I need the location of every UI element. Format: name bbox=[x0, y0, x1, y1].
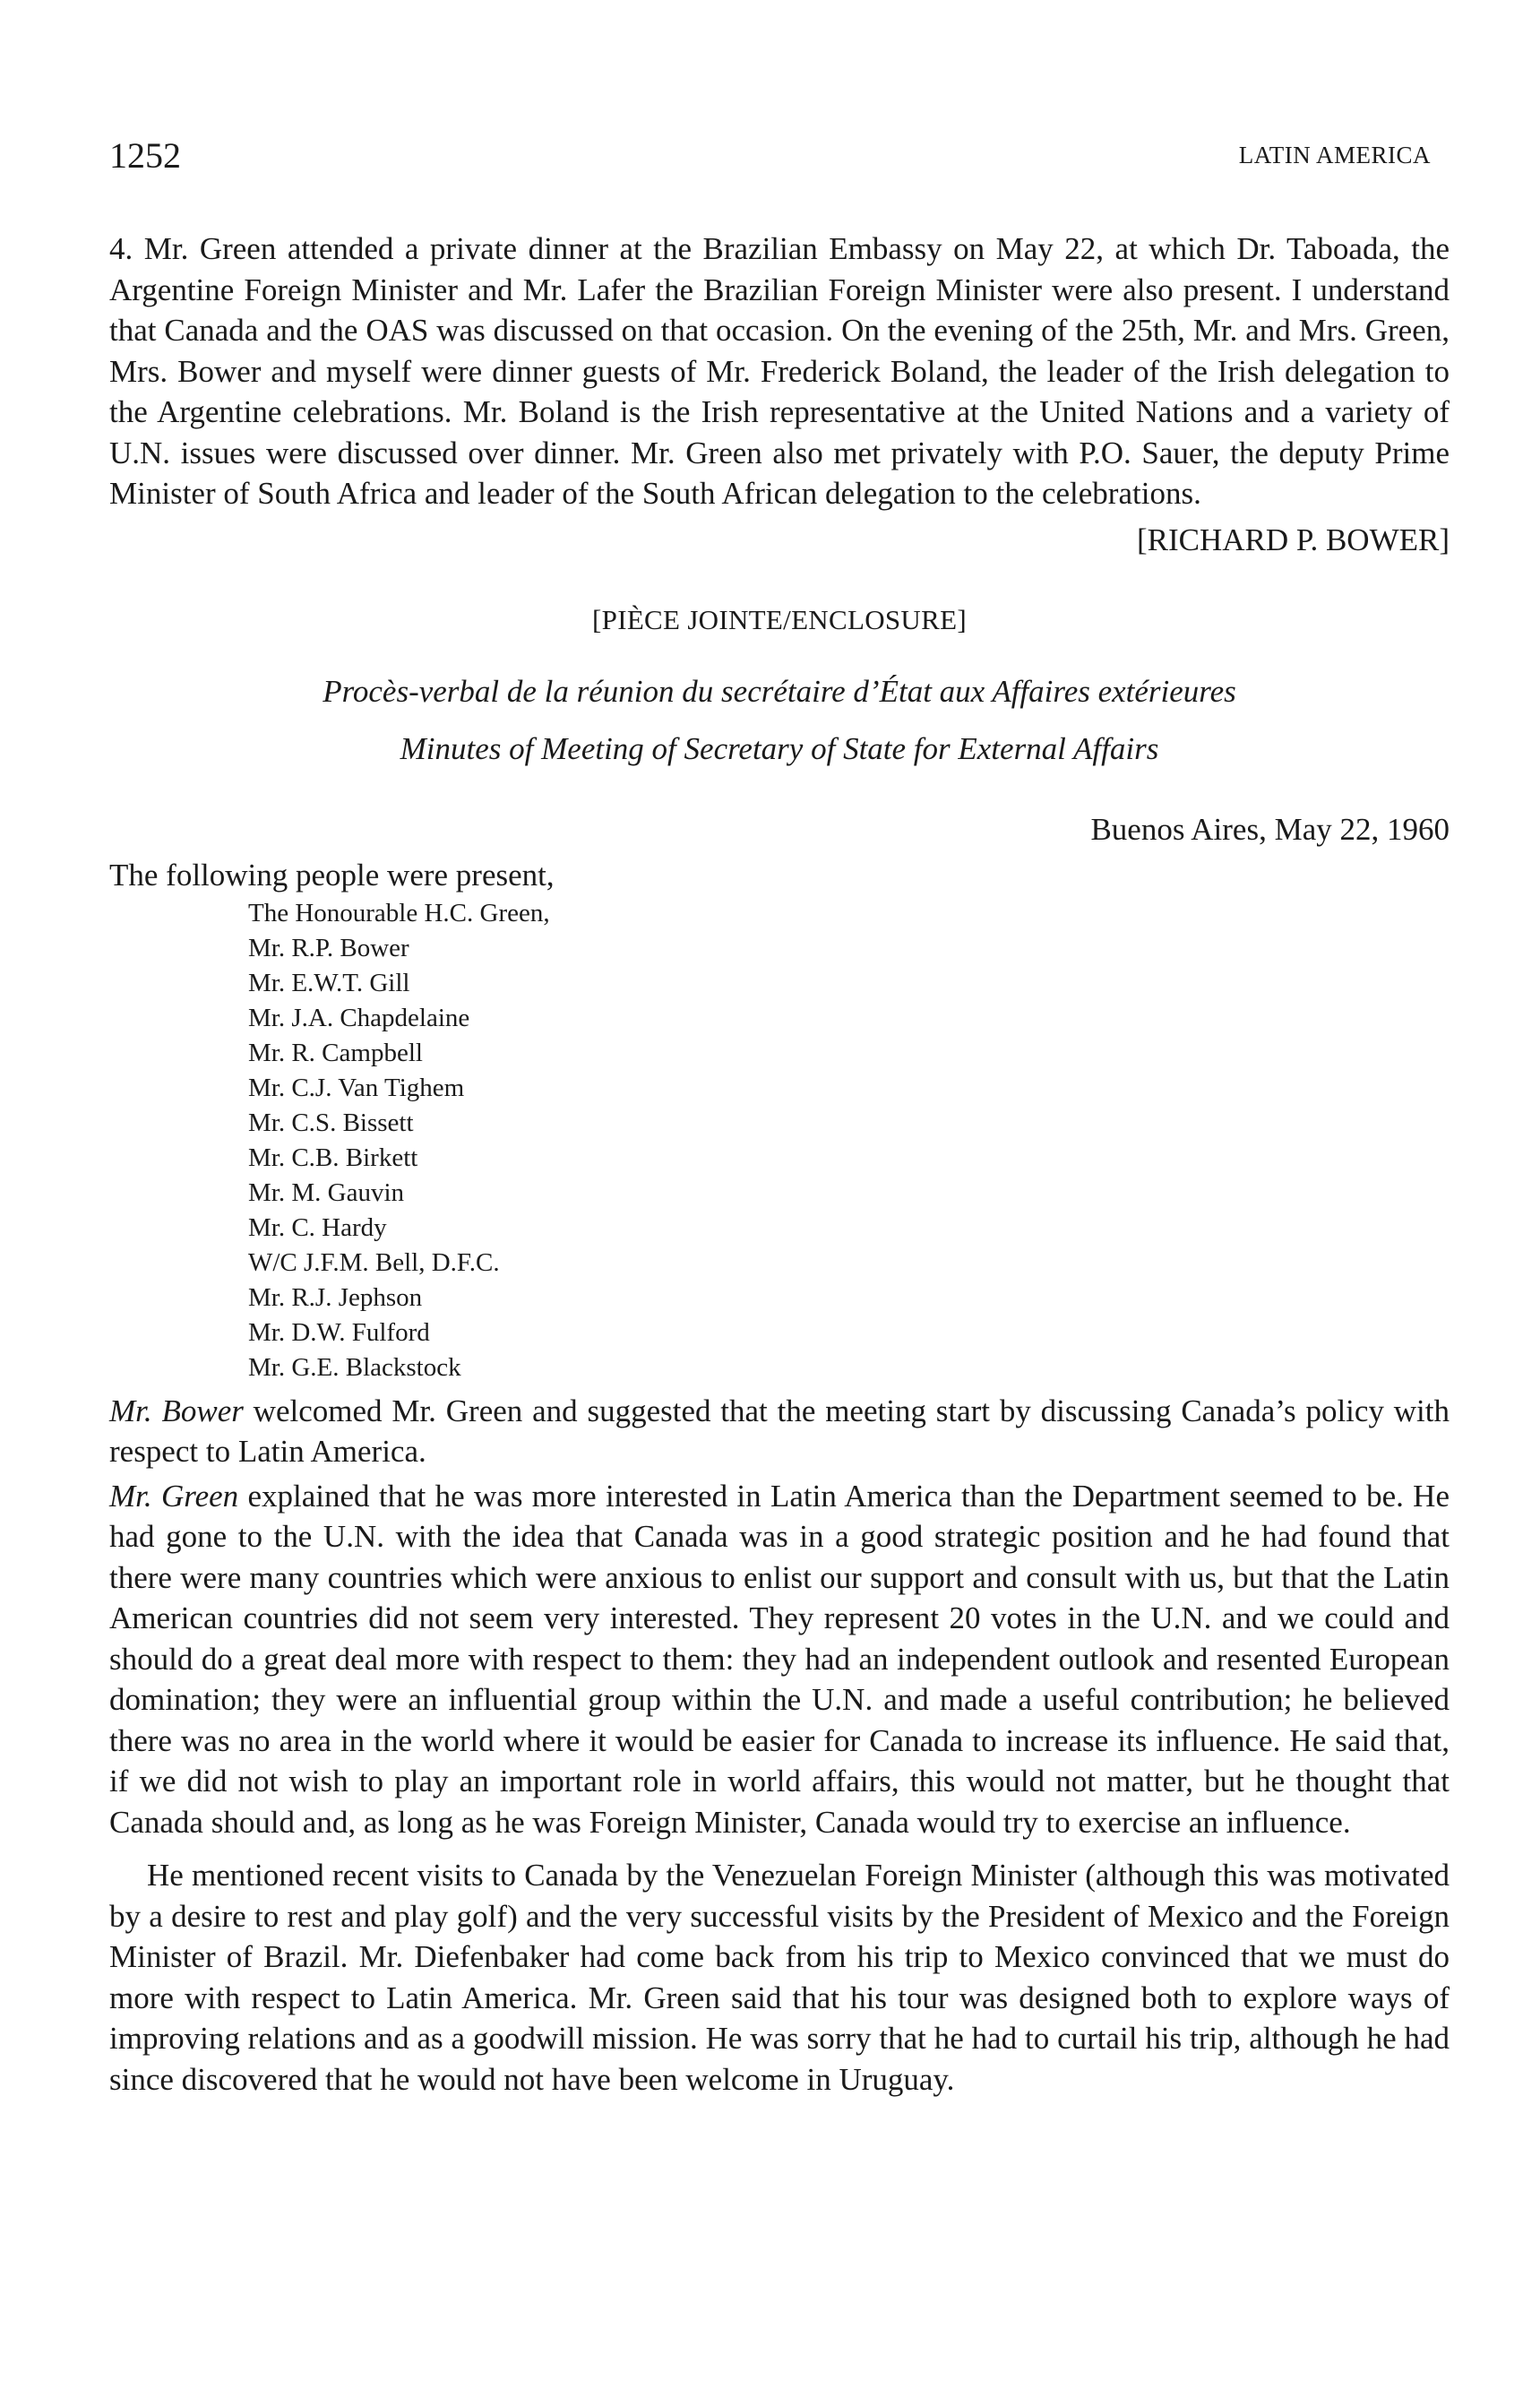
attendee: Mr. C.J. Van Tighem bbox=[248, 1073, 465, 1102]
attendee: Mr. R.J. Jephson bbox=[248, 1282, 423, 1312]
dateline: Buenos Aires, May 22, 1960 bbox=[1090, 811, 1450, 847]
paragraph-text: explained that he was more interested in Latin America than the Department seemed to be. He had gone to the U.N. with the idea that Canada was in a good strategic position and he had found that there were many countries which were anxious to enlist our support and consult with us, but that the Latin American countries did not seem very interested. They represent 20 votes in the U.N. and we could and should do a great deal more with respect to them: they had an independent outlook and resented European domination; they were an influential group within the U.N. and made a useful contribution; he believed there was no area in the world where it would be easier for Canada to increase its influence. He said that, if we did not wish to play an important role in world affairs, this would not matter, but he thought that Canada should and, as long as he was Foreign Minister, Canada would try to exercise an influence. bbox=[109, 1478, 1450, 1840]
attendee: Mr. R.P. Bower bbox=[248, 933, 409, 962]
paragraph-final: He mentioned recent visits to Canada by the Venezuelan Foreign Minister (although this was motivated by a desire to rest and play golf) and the very successful visits by the President of Mexico and the Foreign Minister of Brazil. Mr. Diefenbaker had come back from his trip to Mexico convinced that we must do more with respect to Latin America. Mr. Green said that his tour was designed both to explore ways of improving relations and as a goodwill mission. He was sorry that he had to curtail his trip, although he had since discovered that he would not have been welcome in Uruguay. bbox=[109, 1858, 1450, 2097]
title-french: Procès-verbal de la réunion du secrétaire d’État aux Affaires extérieures bbox=[323, 673, 1236, 709]
attendee: The Honourable H.C. Green, bbox=[248, 898, 550, 927]
attendance-intro: The following people were present, bbox=[109, 857, 555, 893]
paragraph-4: 4. Mr. Green attended a private dinner at the Brazilian Embassy on May 22, at which Dr. Taboada, the Argentine Foreign Minister and Mr. Lafer the Brazilian Foreign Minister were also present. I understand that Canada and the OAS was discussed on that occasion. On the evening of the 25th, Mr. and Mrs. Green, Mrs. Bower and myself were dinner guests of Mr. Frederick Boland, the leader of the Irish delegation to the Argentine celebrations. Mr. Boland is the Irish representative at the United Nations and a variety of U.N. issues were discussed over dinner. Mr. Green also met privately with P.O. Sauer, the deputy Prime Minister of South Africa and leader of the South African delegation to the celebrations. bbox=[109, 231, 1450, 511]
speaker-name: Mr. Green bbox=[109, 1478, 239, 1514]
attendee: Mr. D.W. Fulford bbox=[248, 1317, 430, 1347]
paragraph-text: welcomed Mr. Green and suggested that the meeting start by discussing Canada’s policy with respect to Latin America. bbox=[109, 1393, 1450, 1469]
enclosure-heading: [PIÈCE JOINTE/ENCLOSURE] bbox=[592, 603, 967, 635]
signature: [RICHARD P. BOWER] bbox=[1136, 522, 1450, 557]
attendee-list bbox=[248, 896, 1450, 1385]
attendee: Mr. C. Hardy bbox=[248, 1212, 387, 1242]
attendee: Mr. C.B. Birkett bbox=[248, 1143, 418, 1172]
attendee: Mr. G.E. Blackstock bbox=[248, 1352, 461, 1382]
page-header bbox=[109, 134, 1431, 188]
paragraph-bower bbox=[109, 1391, 1450, 1472]
title-english: Minutes of Meeting of Secretary of State for External Affairs bbox=[400, 730, 1159, 766]
attendee: Mr. C.S. Bissett bbox=[248, 1108, 414, 1137]
attendee: Mr. R. Campbell bbox=[248, 1038, 423, 1067]
attendee: Mr. E.W.T. Gill bbox=[248, 968, 410, 997]
running-head: LATIN AMERICA bbox=[1238, 142, 1431, 168]
page-content bbox=[109, 229, 1450, 2100]
page-number: 1252 bbox=[109, 135, 181, 176]
speaker-name: Mr. Bower bbox=[109, 1393, 244, 1428]
paragraph-green bbox=[109, 1476, 1450, 1843]
attendee: Mr. J.A. Chapdelaine bbox=[248, 1003, 470, 1032]
attendee: W/C J.F.M. Bell, D.F.C. bbox=[248, 1247, 500, 1277]
attendee: Mr. M. Gauvin bbox=[248, 1177, 404, 1207]
